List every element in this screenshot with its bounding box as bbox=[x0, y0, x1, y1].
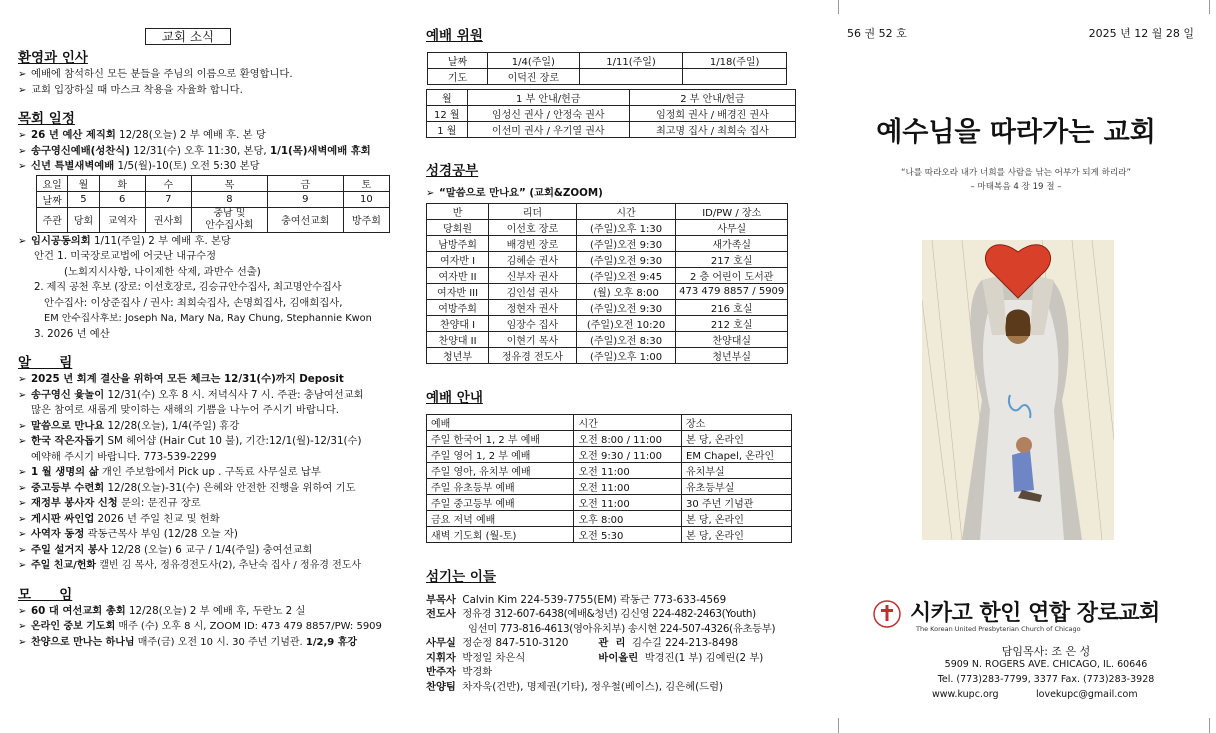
table-cell: 토 bbox=[343, 175, 389, 191]
cover-title: 예수님을 따라가는 교회 bbox=[876, 117, 1156, 148]
table-cell: 9 bbox=[267, 191, 343, 207]
table-row bbox=[427, 106, 796, 122]
table-row bbox=[427, 251, 788, 267]
table-cell: 이현기 목사 bbox=[489, 331, 577, 347]
list-item: ➢ 교회 입장하실 때 마스크 착용을 자율화 합니다. bbox=[18, 83, 394, 99]
table-row bbox=[427, 446, 792, 462]
website-link[interactable]: www.kupc.org bbox=[932, 689, 999, 700]
table-cell: 주관 bbox=[37, 207, 68, 232]
agenda-line: 안건 1. 미국장로교법에 어긋난 내규수정 bbox=[34, 250, 217, 262]
table-cell: 최고명 집사 / 최희숙 집사 bbox=[629, 122, 795, 138]
table-cell: 7 bbox=[145, 191, 191, 207]
bible-study-subtitle: ➢ “말씀으로 만나요” (교회&ZOOM) bbox=[426, 186, 796, 202]
volume-number: 56 권 52 호 bbox=[847, 27, 907, 40]
table-header-row bbox=[428, 53, 787, 69]
table-cell: 216 호실 bbox=[676, 299, 788, 315]
table-cell: 오전 11:00 bbox=[574, 478, 682, 494]
fold-mark bbox=[1209, 0, 1210, 14]
table-cell: 찬양대실 bbox=[676, 331, 788, 347]
table-cell: 리더 bbox=[489, 203, 577, 219]
table-cell: 오전 5:30 bbox=[574, 526, 682, 542]
table-cell: 청년부실 bbox=[676, 347, 788, 363]
table-row bbox=[427, 494, 792, 510]
fold-mark bbox=[1209, 718, 1210, 733]
table-cell: 유초등부실 bbox=[682, 478, 792, 494]
email-link[interactable]: lovekupc@gmail.com bbox=[1036, 689, 1138, 700]
table-row bbox=[427, 122, 796, 138]
table-cell: 교역자 bbox=[99, 207, 145, 232]
table-cell: 주일 중고등부 예배 bbox=[427, 494, 574, 510]
agenda-line: 안수집사: 이상준집사 / 권사: 최희숙집사, 손명희집사, 김애희집사, bbox=[44, 296, 343, 309]
list-item-continued: 많은 참여로 새롭게 맞이하는 새해의 기쁨을 나누어 주시기 바랍니다. bbox=[31, 404, 339, 416]
list-item: ➢ 송구영신 윷놀이 12/31(수) 오후 8 시. 저녁식사 7 시. 주관: 충남여선교회 bbox=[18, 388, 394, 404]
table-cell: 오전 8:00 / 11:00 bbox=[574, 430, 682, 446]
staff-list: 부목사 Calvin Kim 224-539-7755(EM) 곽동근 773-633-4569 전도사 정유경 312-607-6438(예배&청년) 김신영 224-482-2463(Youth) 임선미 773-816-4613(영아유치부) 송시현 224-507-4326(유초등부) 사무실 정순정 847-510-3120 관 리 김수길 224-213-8498 지휘자 박정일 차은식 바이올린 박경진(1 부) 김예린(2 부) 반주자 박경화 찬양팀 차자욱(건반), 명제권(기타), 정우철(베이스), 김은혜(드럼) bbox=[426, 593, 776, 693]
table-cell: 반 bbox=[427, 203, 489, 219]
list-item: ➢ 2025 년 회계 결산을 위하여 모든 체크는 12/31(수)까지 Deposit bbox=[18, 372, 394, 388]
table-cell: 12 월 bbox=[427, 106, 468, 122]
table-cell: 목 bbox=[191, 175, 267, 191]
list-item: ➢ 온라인 중보 기도회 매주 (수) 오후 8 시, ZOOM ID: 473 479 8857/PW: 5909 bbox=[18, 619, 394, 635]
list-item: ➢ 게시판 싸인업 2026 년 주일 친교 및 헌화 bbox=[18, 512, 394, 528]
table-cell: 당회원 bbox=[427, 219, 489, 235]
table-cell: 임정희 권사 / 배경진 권사 bbox=[629, 106, 795, 122]
table-cell: EM Chapel, 온라인 bbox=[682, 446, 792, 462]
service-guide-heading: 예배 안내 bbox=[426, 389, 483, 406]
list-item: ➢ 말씀으로 만나요 12/28(오늘), 1/4(주일) 휴강 bbox=[18, 419, 394, 435]
church-name-english: The Korean United Presbyterian Church of Chicago bbox=[916, 625, 1081, 633]
table-cell: 충남 및 안수집사회 bbox=[191, 207, 267, 232]
agenda-line: 3. 2026 년 예산 bbox=[34, 327, 110, 340]
service-table bbox=[426, 414, 792, 543]
agenda-line: 2. 제직 공천 후보 (장로: 이선호장로, 김승규안수집사, 최고명안수집사 bbox=[34, 281, 342, 293]
list-item: ➢ 찬양으로 만나는 하나님 매주(금) 오전 10 시. 30 주년 기념관. 1/2,9 휴강 bbox=[18, 635, 394, 651]
table-cell: (주일)오전 9:45 bbox=[576, 267, 676, 283]
table-cell: 시간 bbox=[576, 203, 676, 219]
dawn-prayer-table bbox=[36, 175, 390, 233]
table-cell: 8 bbox=[191, 191, 267, 207]
table-row bbox=[427, 430, 792, 446]
table-cell: 임장수 집사 bbox=[489, 315, 577, 331]
table-cell: 여자반 II bbox=[427, 267, 489, 283]
table-cell: 남방주회 bbox=[427, 235, 489, 251]
list-item-continued: 예약해 주시기 바랍니다. 773-539-2299 bbox=[31, 450, 217, 463]
table-cell: 여자반 III bbox=[427, 283, 489, 299]
welcome-heading: 환영과 인사 bbox=[18, 50, 88, 66]
table-row bbox=[427, 331, 788, 347]
worship-info-column bbox=[426, 0, 796, 733]
table-cell: 이선미 권사 / 우기열 권사 bbox=[467, 122, 629, 138]
table-row bbox=[428, 69, 787, 85]
table-cell bbox=[683, 69, 787, 85]
table-cell: (주일)오후 1:00 bbox=[576, 347, 676, 363]
table-cell: 날짜 bbox=[428, 53, 488, 69]
table-cell: (월) 오후 8:00 bbox=[576, 283, 676, 299]
list-item: ➢ 1 월 생명의 삶 개인 주보함에서 Pick up . 구독료 사무실로 납부 bbox=[18, 465, 394, 481]
table-cell: (주일)오전 9:30 bbox=[576, 299, 676, 315]
phone-fax: Tel. (773)283-7799, 3377 Fax. (773)283-3928 bbox=[937, 674, 1155, 685]
table-cell: 10 bbox=[343, 191, 389, 207]
list-item: ➢ 임시공동의회 1/11(주일) 2 부 예배 후. 본당 bbox=[18, 234, 394, 250]
table-header-row bbox=[37, 175, 390, 191]
senior-pastor: 담임목사: 조 은 성 bbox=[1001, 645, 1091, 658]
table-cell: 금 bbox=[267, 175, 343, 191]
table-cell: 유치부실 bbox=[682, 462, 792, 478]
table-header-row bbox=[427, 90, 796, 106]
table-row bbox=[427, 267, 788, 283]
table-cell: 오전 9:30 / 11:00 bbox=[574, 446, 682, 462]
list-item: ➢ 26 년 예산 제직회 12/28(오늘) 2 부 예배 후. 본 당 bbox=[18, 128, 394, 144]
table-cell: 1/11(주일) bbox=[579, 53, 683, 69]
table-cell: 여방주회 bbox=[427, 299, 489, 315]
table-header-row bbox=[427, 203, 788, 219]
list-item: ➢ 재정부 봉사자 신청 문의: 문진규 장로 bbox=[18, 496, 394, 512]
address: 5909 N. ROGERS AVE. CHICAGO, IL. 60646 bbox=[944, 659, 1148, 670]
table-cell: 여자반 I bbox=[427, 251, 489, 267]
table-cell: 새벽 기도회 (월-토) bbox=[427, 526, 574, 542]
church-logo-icon bbox=[872, 599, 902, 629]
table-cell: 1 월 bbox=[427, 122, 468, 138]
jesus-with-heart-illustration bbox=[922, 240, 1114, 540]
table-cell: 5 bbox=[68, 191, 99, 207]
worship-committee-heading: 예배 위원 bbox=[426, 28, 483, 44]
list-item: ➢ 주일 친교/헌화 캘빈 김 목사, 정유경전도사(2), 추난숙 집사 / 정유경 전도사 bbox=[18, 558, 394, 574]
table-cell: 권사회 bbox=[145, 207, 191, 232]
prayer-table bbox=[427, 52, 787, 85]
staff-heading: 섬기는 이들 bbox=[426, 568, 496, 585]
table-cell: 오후 8:00 bbox=[574, 510, 682, 526]
cover-column bbox=[838, 0, 1216, 733]
church-news-title: 교회 소식 bbox=[145, 28, 231, 45]
table-cell: 찬양대 I bbox=[427, 315, 489, 331]
table-cell: (주일)오전 9:30 bbox=[576, 235, 676, 251]
table-cell: 김혜순 권사 bbox=[489, 251, 577, 267]
table-cell: 주일 한국어 1, 2 부 예배 bbox=[427, 430, 574, 446]
table-cell: 2 층 어린이 도서관 bbox=[676, 267, 788, 283]
list-item: ➢ 사역자 동정 곽동근목사 부임 (12/28 오늘 자) bbox=[18, 527, 394, 543]
table-cell: 이선호 장로 bbox=[489, 219, 577, 235]
bible-study-heading: 성경공부 bbox=[426, 163, 479, 179]
table-row bbox=[427, 219, 788, 235]
table-cell: 정유경 전도사 bbox=[489, 347, 577, 363]
issue-date: 2025 년 12 월 28 일 bbox=[1088, 27, 1194, 40]
table-cell: 2 부 안내/헌금 bbox=[629, 90, 795, 106]
table-cell: 기도 bbox=[428, 69, 488, 85]
table-row bbox=[427, 283, 788, 299]
table-cell: 새가족실 bbox=[676, 235, 788, 251]
table-cell: 정현자 권사 bbox=[489, 299, 577, 315]
table-cell: 1/18(주일) bbox=[683, 53, 787, 69]
table-cell: 본 당, 온라인 bbox=[682, 430, 792, 446]
table-row bbox=[427, 347, 788, 363]
table-cell: 수 bbox=[145, 175, 191, 191]
list-item: ➢ 신년 특별새벽예배 1/5(월)-10(토) 오전 5:30 본당 bbox=[18, 159, 394, 175]
list-item: ➢ 주일 설거지 봉사 12/28 (오늘) 6 교구 / 1/4(주일) 충여선교회 bbox=[18, 543, 394, 559]
bible-study-table bbox=[426, 203, 788, 364]
table-row bbox=[427, 510, 792, 526]
table-row bbox=[427, 526, 792, 542]
table-cell: 주일 유초등부 예배 bbox=[427, 478, 574, 494]
table-cell bbox=[579, 69, 683, 85]
table-cell: 1 부 안내/헌금 bbox=[467, 90, 629, 106]
table-row bbox=[37, 191, 390, 207]
table-cell: 임성신 권사 / 안정숙 권사 bbox=[467, 106, 629, 122]
verse-reference: – 마태복음 4 장 19 절 – bbox=[970, 182, 1062, 192]
table-cell: 월 bbox=[427, 90, 468, 106]
table-row bbox=[427, 462, 792, 478]
table-row bbox=[427, 299, 788, 315]
table-cell: 주일 영아, 유치부 예배 bbox=[427, 462, 574, 478]
table-row bbox=[37, 207, 390, 232]
table-cell: 30 주년 기념관 bbox=[682, 494, 792, 510]
table-cell: 청년부 bbox=[427, 347, 489, 363]
table-cell: 신부자 권사 bbox=[489, 267, 577, 283]
church-news-column bbox=[18, 0, 394, 733]
fold-mark bbox=[838, 0, 839, 14]
table-row bbox=[427, 235, 788, 251]
table-cell: 6 bbox=[99, 191, 145, 207]
table-cell: 금요 저녁 예배 bbox=[427, 510, 574, 526]
table-cell: (주일)오전 10:20 bbox=[576, 315, 676, 331]
list-item: ➢ 중고등부 수련회 12/28(오늘)-31(수) 은혜와 안전한 진행을 위하여 기도 bbox=[18, 481, 394, 497]
table-cell: 주일 영어 1, 2 부 예배 bbox=[427, 446, 574, 462]
table-cell: 화 bbox=[99, 175, 145, 191]
table-cell: 473 479 8857 / 5909 bbox=[676, 283, 788, 299]
table-row bbox=[427, 478, 792, 494]
table-cell: 배경빈 장로 bbox=[489, 235, 577, 251]
table-cell: 212 호실 bbox=[676, 315, 788, 331]
schedule-heading: 목회 일정 bbox=[18, 111, 75, 127]
table-cell: 당회 bbox=[68, 207, 99, 232]
table-cell: 본 당, 온라인 bbox=[682, 510, 792, 526]
fold-mark bbox=[838, 718, 839, 733]
table-cell: 본 당, 온라인 bbox=[682, 526, 792, 542]
table-cell: 오전 11:00 bbox=[574, 462, 682, 478]
list-item: ➢ 60 대 여선교회 총회 12/28(오늘) 2 부 예배 후, 두란노 2 실 bbox=[18, 604, 394, 620]
table-cell: 오전 11:00 bbox=[574, 494, 682, 510]
list-item: ➢ 예배에 참석하신 모든 분들을 주님의 이름으로 환영합니다. bbox=[18, 67, 394, 83]
table-cell: 사무실 bbox=[676, 219, 788, 235]
table-cell: 찬양대 II bbox=[427, 331, 489, 347]
church-name: 시카고 한인 연합 장로교회 bbox=[910, 601, 1160, 626]
verse: “나를 따라오라 내가 너희를 사람을 낚는 어부가 되게 하리라” bbox=[901, 168, 1131, 178]
table-cell: 김인섭 권사 bbox=[489, 283, 577, 299]
table-cell: ID/PW / 장소 bbox=[676, 203, 788, 219]
usher-table bbox=[426, 89, 796, 138]
table-cell: 방주회 bbox=[343, 207, 389, 232]
table-cell: 예배 bbox=[427, 414, 574, 430]
meeting-heading: 모 임 bbox=[18, 586, 73, 603]
table-cell: 217 호실 bbox=[676, 251, 788, 267]
notice-heading: 알 림 bbox=[18, 355, 73, 371]
table-cell: (주일)오후 1:30 bbox=[576, 219, 676, 235]
table-cell: 충여선교회 bbox=[267, 207, 343, 232]
table-row bbox=[427, 315, 788, 331]
table-cell: 이덕진 장로 bbox=[487, 69, 579, 85]
table-cell: 날짜 bbox=[37, 191, 68, 207]
list-item: ➢ 한국 작은자돕기 SM 헤어샵 (Hair Cut 10 불), 기간:12/1(월)-12/31(수) bbox=[18, 434, 394, 450]
table-cell: 요일 bbox=[37, 175, 68, 191]
list-item: ➢ 송구영신예배(성찬식) 12/31(수) 오후 11:30, 본당, 1/1(목)새벽예배 휴회 bbox=[18, 144, 394, 160]
table-cell: (주일)오전 9:30 bbox=[576, 251, 676, 267]
table-cell: 장소 bbox=[682, 414, 792, 430]
agenda-line: (노회지시사항, 나이제한 삭제, 과반수 선출) bbox=[64, 265, 261, 278]
table-cell: 월 bbox=[68, 175, 99, 191]
table-header-row bbox=[427, 414, 792, 430]
table-cell: 시간 bbox=[574, 414, 682, 430]
table-cell: 1/4(주일) bbox=[487, 53, 579, 69]
agenda-line: EM 안수집사후보: Joseph Na, Mary Na, Ray Chung, Stephannie Kwon bbox=[44, 313, 372, 324]
table-cell: (주일)오전 8:30 bbox=[576, 331, 676, 347]
